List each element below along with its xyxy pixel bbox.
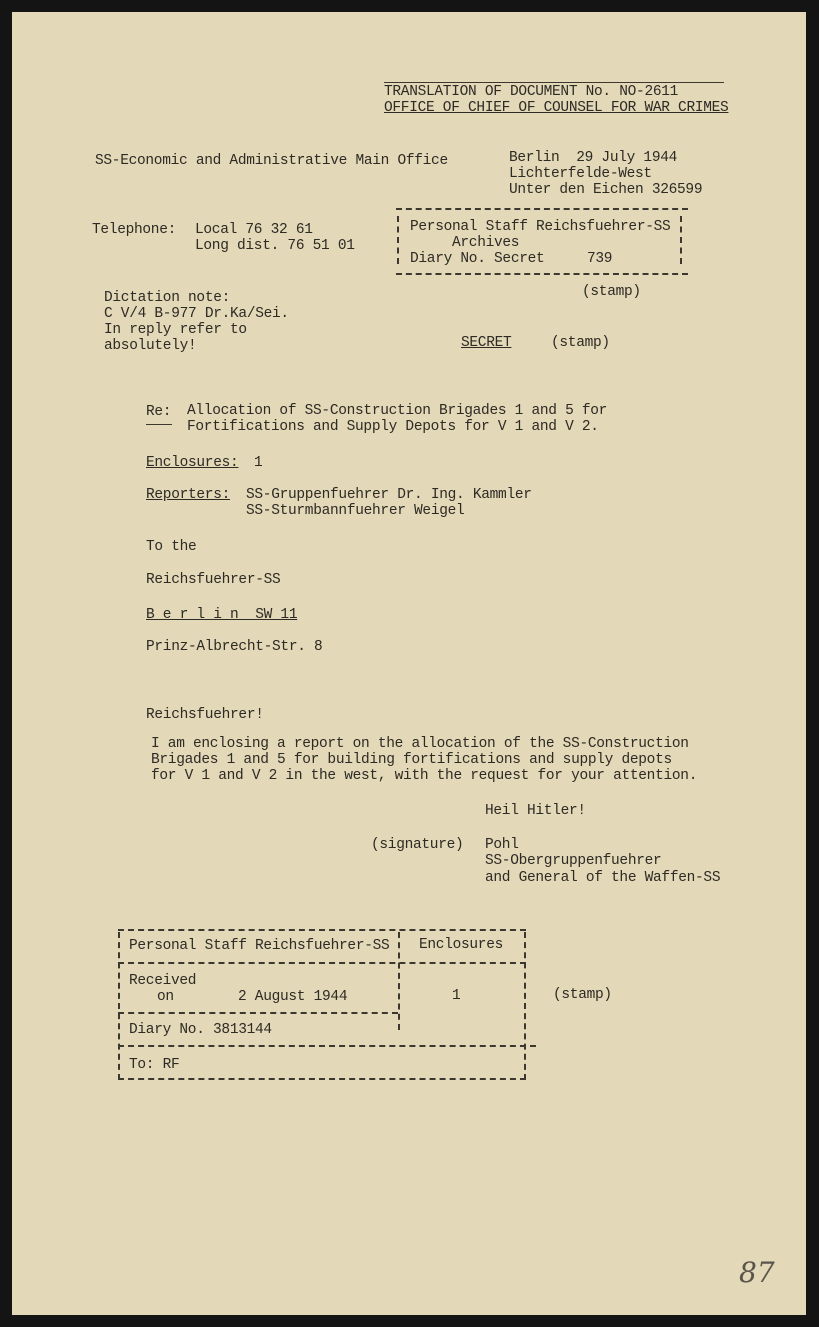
reporter-2: SS-Sturmbannfuehrer Weigel	[246, 503, 465, 519]
re-label: Re:	[146, 404, 172, 420]
dictation-line-4: absolutely!	[104, 338, 197, 354]
subject-line-2: Fortifications and Supply Depots for V 1 and V 2.	[187, 419, 599, 435]
recipient-name: Reichsfuehrer-SS	[146, 572, 281, 588]
body-line-1: I am enclosing a report on the allocation of the SS-Construction	[151, 736, 689, 752]
telephone-label: Telephone:	[92, 222, 177, 238]
bottom-stamp-row-divider-1	[118, 962, 526, 964]
top-stamp-border-left	[397, 216, 399, 264]
bottom-stamp-on-label: on	[157, 989, 174, 1005]
header-rule-top	[384, 82, 724, 83]
bottom-stamp-row-divider-2	[118, 1012, 398, 1014]
dictation-line-3: In reply refer to	[104, 322, 247, 338]
signer-rank-1: SS-Obergruppenfuehrer	[485, 853, 662, 869]
salutation: Reichsfuehrer!	[146, 707, 264, 723]
enclosures-value: 1	[254, 455, 263, 471]
reporters-label: Reporters:	[146, 487, 231, 503]
bottom-stamp-column-divider	[398, 932, 400, 1030]
closing: Heil Hitler!	[485, 803, 586, 819]
signer-rank-2: and General of the Waffen-SS	[485, 870, 721, 886]
enclosures-label: Enclosures:	[146, 455, 239, 471]
top-stamp-diary-number: 739	[587, 251, 613, 267]
bottom-stamp-border-top	[118, 929, 526, 931]
signer-name: Pohl	[485, 837, 519, 853]
top-stamp-border-right	[680, 216, 682, 264]
bottom-stamp-received-date: 2 August 1944	[238, 989, 348, 1005]
recipient-street: Prinz-Albrecht-Str. 8	[146, 639, 323, 655]
bottom-stamp-received-label: Received	[129, 973, 197, 989]
address-line-2: Unter den Eichen 326599	[509, 182, 703, 198]
re-underline	[146, 424, 172, 425]
page-number: 87	[739, 1256, 775, 1289]
top-stamp-diary-label: Diary No. Secret	[410, 251, 545, 267]
top-stamp-border-bottom	[396, 273, 688, 275]
top-stamp-note: (stamp)	[582, 284, 641, 300]
body-line-2: Brigades 1 and 5 for building fortifications and supply depots	[151, 752, 672, 768]
bottom-stamp-row-divider-3	[118, 1045, 536, 1047]
address-line-1: Lichterfelde-West	[509, 166, 652, 182]
reporter-1: SS-Gruppenfuehrer Dr. Ing. Kammler	[246, 487, 532, 503]
body-line-3: for V 1 and V 2 in the west, with the request for your attention.	[151, 768, 698, 784]
telephone-local: Local 76 32 61	[195, 222, 313, 238]
dictation-line-2: C V/4 B-977 Dr.Ka/Sei.	[104, 306, 289, 322]
recipient-city: B e r l i n SW 11	[146, 607, 298, 623]
bottom-stamp-border-right	[524, 932, 526, 1080]
bottom-stamp-enclosures-count: 1	[452, 988, 461, 1004]
bottom-stamp-to: To: RF	[129, 1057, 180, 1073]
recipient-to: To the	[146, 539, 197, 555]
secret-stamp-note: (stamp)	[551, 335, 610, 351]
bottom-stamp-diary: Diary No. 3813144	[129, 1022, 272, 1038]
bottom-stamp-title: Personal Staff Reichsfuehrer-SS	[129, 938, 390, 954]
sender-name: SS-Economic and Administrative Main Office	[95, 153, 448, 169]
translation-line-2: OFFICE OF CHIEF OF COUNSEL FOR WAR CRIMES	[384, 100, 729, 116]
bottom-stamp-enclosures-label: Enclosures	[419, 937, 504, 953]
top-stamp-border-top	[396, 208, 688, 210]
signature-note: (signature)	[371, 837, 464, 853]
translation-line-1: TRANSLATION OF DOCUMENT No. NO-2611	[384, 84, 679, 100]
telephone-long-distance: Long dist. 76 51 01	[195, 238, 355, 254]
bottom-stamp-border-bottom	[118, 1078, 526, 1080]
top-stamp-line-2: Archives	[452, 235, 520, 251]
top-stamp-line-1: Personal Staff Reichsfuehrer-SS	[410, 219, 671, 235]
bottom-stamp-border-left	[118, 932, 120, 1080]
subject-line-1: Allocation of SS-Construction Brigades 1 and 5 for	[187, 403, 608, 419]
dictation-line-1: Dictation note:	[104, 290, 231, 306]
place-date: Berlin 29 July 1944	[509, 150, 678, 166]
secret-label: SECRET	[461, 335, 512, 351]
bottom-stamp-note: (stamp)	[553, 987, 612, 1003]
